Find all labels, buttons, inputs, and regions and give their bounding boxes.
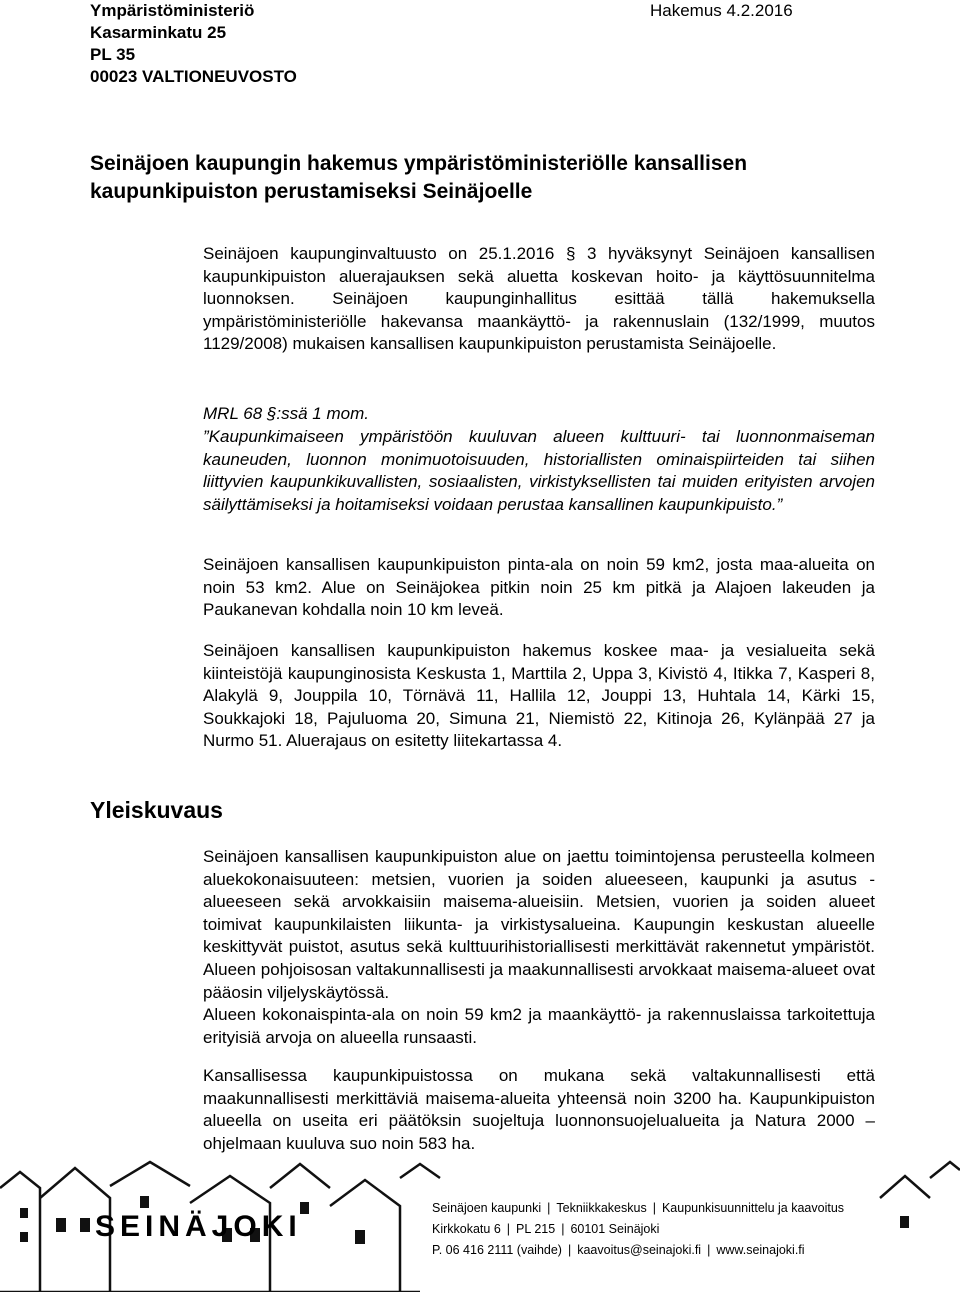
scope-paragraph: Seinäjoen kansallisen kaupunkipuiston hakemus koskee maa- ja vesialueita sekä kiinteistöjä kaupunginosista Keskusta 1, Marttila 2, Uppa 3, Kivistö 4, Itikka 7, Kasperi 8, Alakylä 9, Jouppila 10, Törnävä 11, Hallila 12, Jouppi 13, Huhtala 14, Kärki 15, Soukkajoki 18, Pajuluoma 20, Simuna 21, Niemistö 22, Kitinoja 26, Kylänpää 27 ja Nurmo 51. Aluerajaus on esitetty liitekartassa 4. [203, 641, 875, 751]
footer-dept: Tekniikkakeskus [556, 1201, 647, 1215]
recipient-line: Kasarminkatu 25 [90, 23, 227, 42]
footer-line-org: Seinäjoen kaupunki | Tekniikkakeskus | Kaupunkisuunnittelu ja kaavoitus [432, 1201, 845, 1215]
footer-phone: P. 06 416 2111 (vaihde) [432, 1243, 562, 1257]
recipient-address [90, 0, 297, 88]
overview-paragraph [203, 846, 875, 1049]
footer-street: Kirkkokatu 6 [432, 1222, 501, 1236]
recipient-line: PL 35 [90, 45, 136, 64]
overview-text: Seinäjoen kansallisen kaupunkipuiston alue on jaettu toimintojensa perusteella kolmeen aluekokonaisuuteen: metsien, vuorien ja soiden alueeseen, kaupunki ja asutus -alueeseen sekä arvokkaisiin maisema-alueisiin. Metsien, vuorien ja soiden alueet toimivat kaupunkilaisten liikunta- ja virkistysalueina. Kaupungin keskustan alueelle keskittyvät puistot, asutus sekä kulttuurihistoriallisesti merkittävät rakennetut ympäristöt. Alueen pohjoisosan valtakunnallisesti ja maakunnallisesti arvokkaat maisema-alueet ovat pääosin viljelyskäytössä. [203, 847, 875, 1002]
overview-paragraph-2: Kansallisessa kaupunkipuistossa on mukana sekä valtakunnallisesti että maakunnallisesti merkittäviä maisema-alueita yhteensä noin 3200 ha. Kaupunkipuiston alueella on useita eri päätöksin suojeltuja luonnonsuojelualueita ja Natura 2000 – ohjelmaan kuuluva suo noin 583 ha. [203, 1066, 875, 1153]
overview-heading: Yleiskuvaus [90, 797, 223, 823]
seinajoki-logo: SEINÄJOKI [95, 1210, 302, 1243]
footer-contact [432, 1198, 844, 1261]
footer-org: Seinäjoen kaupunki [432, 1201, 542, 1215]
intro-paragraph: Seinäjoen kaupunginvaltuusto on 25.1.2016 § 3 hyväksynyt Seinäjoen kansallisen kaupunkipuiston aluerajauksen sekä aluetta koskevan hoito- ja käyttösuunnitelma luonnoksen. Seinäjoen kaupunginhallitus esittää tällä hakemuksella ympäristöministeriölle hakevansa maankäyttö- ja rakennuslain (132/1999, muutos 1129/2008) mukaisen kansallisen kaupunkipuiston perustamista Seinäjoelle. [203, 244, 875, 354]
footer-postal: 60101 Seinäjoki [570, 1222, 660, 1236]
overview-text-extra: Alueen kokonaispinta-ala on noin 59 km2 ja maankäyttö- ja rakennuslaissa tarkoitettuja erityisiä arvoja on alueella runsaasti. [203, 1005, 875, 1047]
law-quote: ”Kaupunkimaiseen ympäristöön kuuluvan alueen kulttuuri- tai luonnonmaiseman kauneuden, luonnon monimuotoisuuden, historiallisten ominaispiirteiden tai siihen liittyvien kaupunkikuvallisten, sosiaalisten, virkistyksellisten tai muiden erityisten arvojen säilyttämiseksi ja hoitamiseksi voidaan perustaa kansallinen kaupunkipuisto.” [203, 427, 875, 514]
footer-line-address: Kirkkokatu 6 | PL 215 | 60101 Seinäjoki [432, 1222, 660, 1236]
footer-unit: Kaupunkisuunnittelu ja kaavoitus [661, 1201, 845, 1215]
area-paragraph: Seinäjoen kansallisen kaupunkipuiston pinta-ala on noin 59 km2, josta maa-alueita on noin 53 km2. Alue on Seinäjokea pitkin noin 25 km pitkä ja Alajoen lakeuden ja Paukanevan kohdalla noin 10 km leveä. [203, 555, 875, 620]
recipient-line: 00023 VALTIONEUVOSTO [90, 67, 297, 86]
recipient-line: Ympäristöministeriö [90, 1, 255, 20]
footer-web-link[interactable]: www.seinajoki.fi [716, 1243, 805, 1257]
footer-email-link[interactable]: kaavoitus@seinajoki.fi [577, 1243, 702, 1257]
footer-line-contact: P. 06 416 2111 (vaihde) | kaavoitus@seinajoki.fi | www.seinajoki.fi [432, 1243, 805, 1257]
footer-pobox: PL 215 [516, 1222, 556, 1236]
law-reference: MRL 68 §:ssä 1 mom. [203, 404, 369, 423]
document-title: Seinäjoen kaupungin hakemus ympäristöministeriölle kansallisen kaupunkipuiston perustamiseksi Seinäjoelle [90, 152, 748, 203]
document-date: Hakemus 4.2.2016 [650, 1, 793, 20]
